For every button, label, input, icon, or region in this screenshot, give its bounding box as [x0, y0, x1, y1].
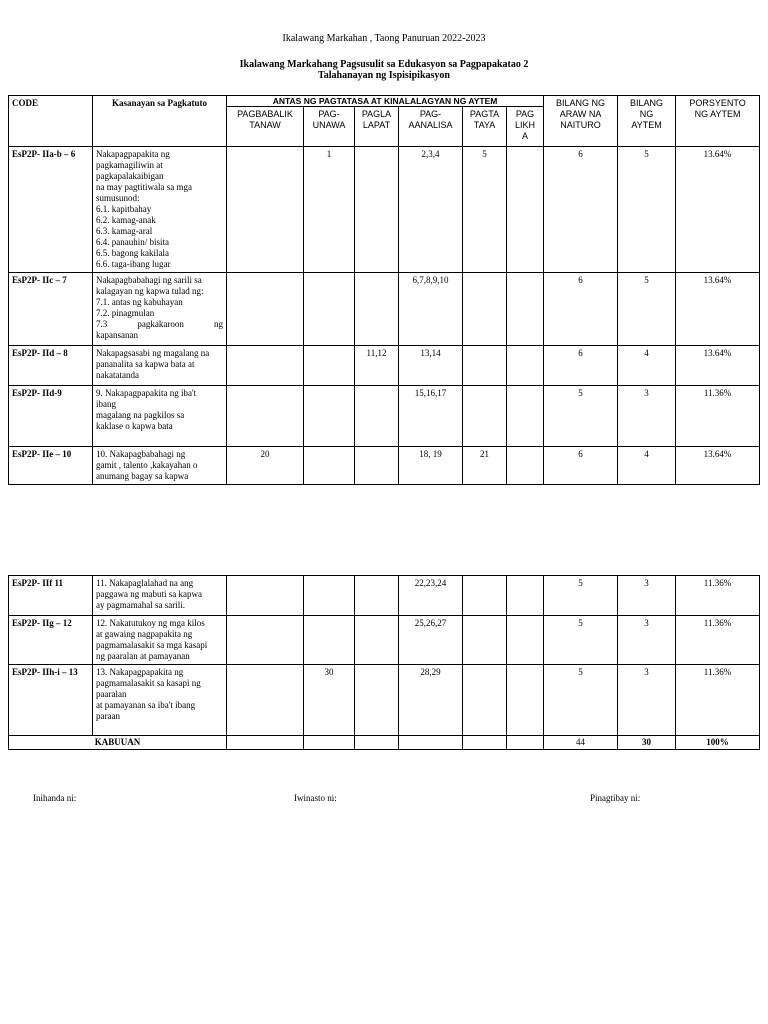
inihanda-label: Inihanda ni: — [33, 793, 77, 803]
specification-table-bottom — [8, 575, 760, 750]
cell-pagtataya: 21 — [463, 447, 507, 485]
cell-paglalapat — [355, 447, 399, 485]
kasanayan-line: ay pagmamahal sa sarili. — [96, 600, 185, 610]
cell-paglikha — [507, 665, 544, 736]
kasanayan-line: Nakapagbabahagi ng sarili sa — [96, 275, 202, 285]
cell-bilang-aytem: 5 — [618, 147, 676, 273]
cell-paglalapat — [355, 273, 399, 346]
cell-paglalapat — [355, 576, 399, 616]
cell-bilang-aytem: 3 — [618, 665, 676, 736]
cell-porsyento: 13.64% — [676, 346, 760, 386]
table-row — [9, 346, 760, 386]
kasanayan-line: pananalita sa kapwa bata at — [96, 359, 195, 369]
col-porsyento: PORSYENTO NG AYTEM — [676, 96, 760, 147]
cell-pagbabalik-tanaw — [227, 147, 304, 273]
cell-pag-aanalisa: 22,23,24 — [399, 576, 463, 616]
cell-porsyento: 13.64% — [676, 147, 760, 273]
kasanayan-line: pagmamalasakit sa mga kasapi — [96, 640, 208, 650]
cell-bilang-aytem: 5 — [618, 273, 676, 346]
row-kasanayan — [93, 386, 227, 447]
row-code: EsP2P- IIg – 12 — [9, 616, 93, 665]
exam-title: Ikalawang Markahang Pagsusulit sa Edukasyon sa Pagpapakatao 2 — [239, 59, 529, 70]
kasanayan-line: Nakapagpapakita ng — [96, 149, 170, 159]
iwinasto-label: Iwinasto ni: — [294, 793, 337, 803]
cell-bilang-aytem: 3 — [618, 616, 676, 665]
cell-pagtataya: 5 — [463, 147, 507, 273]
row-kasanayan — [93, 147, 227, 273]
cell-pag-unawa — [304, 616, 355, 665]
cell-pagtataya — [463, 665, 507, 736]
cell-pagtataya — [463, 616, 507, 665]
cell-paglalapat — [355, 147, 399, 273]
row-kasanayan — [93, 346, 227, 386]
cell-pagbabalik-tanaw: 20 — [227, 447, 304, 485]
row-code: EsP2P- IIe – 10 — [9, 447, 93, 485]
kasanayan-line: kaklase o kapwa bata — [96, 421, 173, 431]
col-paglikha: PAG LIKH A — [507, 107, 544, 147]
row-kasanayan — [93, 665, 227, 736]
cell-pag-aanalisa: 13,14 — [399, 346, 463, 386]
kasanayan-line: nakatatanda — [96, 370, 139, 380]
cell-pag-aanalisa: 28,29 — [399, 665, 463, 736]
cell-bilang-araw: 6 — [544, 447, 618, 485]
total-araw: 44 — [544, 736, 618, 750]
cell-pagbabalik-tanaw — [227, 665, 304, 736]
specification-table-top — [8, 95, 760, 485]
cell-pag-aanalisa: 2,3,4 — [399, 147, 463, 273]
kasanayan-line: 6.6. taga-ibang lugar — [96, 259, 171, 269]
cell-pag-aanalisa: 6,7,8,9,10 — [399, 273, 463, 346]
kasanayan-line: 13. Nakapagpapakita ng — [96, 667, 184, 677]
row-code: EsP2P- IIa-b – 6 — [9, 147, 93, 273]
cell-paglalapat — [355, 665, 399, 736]
cell-pag-unawa — [304, 576, 355, 616]
col-antas: ANTAS NG PAGTATASA AT KINALALAGYAN NG AYTEM — [227, 96, 544, 107]
table-row — [9, 273, 760, 346]
col-pag-aanalisa: PAG- AANALISA — [399, 107, 463, 147]
kasanayan-line: 6.5. bagong kakilala — [96, 248, 169, 258]
table-row — [9, 447, 760, 485]
cell-bilang-aytem: 4 — [618, 346, 676, 386]
total-aytem: 30 — [618, 736, 676, 750]
cell-pag-aanalisa: 18, 19 — [399, 447, 463, 485]
cell-bilang-araw: 6 — [544, 273, 618, 346]
cell-pagbabalik-tanaw — [227, 576, 304, 616]
kasanayan-line: 7.2. pinagmulan — [96, 308, 155, 318]
cell-pag-unawa — [304, 346, 355, 386]
table-row — [9, 576, 760, 616]
kasanayan-line: anumang bagay sa kapwa — [96, 471, 189, 481]
row-code: EsP2P- IIc – 7 — [9, 273, 93, 346]
kasanayan-line: magalang na pagkilos sa — [96, 410, 185, 420]
kasanayan-line: na may pagtitiwala sa mga — [96, 182, 192, 192]
kasanayan-line: paraan — [96, 711, 120, 721]
cell-porsyento: 11.36% — [676, 616, 760, 665]
cell-bilang-aytem: 3 — [618, 386, 676, 447]
cell-pagtataya — [463, 576, 507, 616]
cell-bilang-araw: 5 — [544, 665, 618, 736]
cell-bilang-araw: 5 — [544, 576, 618, 616]
cell-porsyento: 11.36% — [676, 386, 760, 447]
cell-bilang-araw: 6 — [544, 147, 618, 273]
cell-paglikha — [507, 386, 544, 447]
cell-paglikha — [507, 147, 544, 273]
col-code: CODE — [9, 96, 93, 147]
col-paglalapat: PAGLA LAPAT — [355, 107, 399, 147]
kasanayan-line: kapansanan — [96, 330, 138, 340]
table-row — [9, 616, 760, 665]
row-kasanayan — [93, 616, 227, 665]
kasanayan-line: pagmamalasakit sa kasapi ng — [96, 678, 201, 688]
kasanayan-line: ng paaralan at pamayanan — [96, 651, 190, 661]
cell-porsyento: 11.36% — [676, 576, 760, 616]
kasanayan-line: 6.3. kamag-aral — [96, 226, 153, 236]
cell-porsyento: 13.64% — [676, 273, 760, 346]
cell-paglalapat — [355, 616, 399, 665]
cell-pagtataya — [463, 273, 507, 346]
cell-paglikha — [507, 447, 544, 485]
cell-pag-aanalisa: 25,26,27 — [399, 616, 463, 665]
cell-paglalapat — [355, 386, 399, 447]
kasanayan-line: 10. Nakapagbabahagi ng — [96, 449, 186, 459]
cell-bilang-araw: 5 — [544, 386, 618, 447]
kasanayan-line: 6.4. panauhin/ bisita — [96, 237, 169, 247]
total-porsyento: 100% — [676, 736, 760, 750]
cell-paglikha — [507, 346, 544, 386]
cell-paglikha — [507, 616, 544, 665]
kasanayan-line: paggawa ng mabuti sa kapwa — [96, 589, 202, 599]
table-row — [9, 386, 760, 447]
kasanayan-line: 7.1. antas ng kabuhayan — [96, 297, 183, 307]
cell-pagbabalik-tanaw — [227, 386, 304, 447]
row-code: EsP2P- IId-9 — [9, 386, 93, 447]
col-pagbabalik-tanaw: PAGBABALIK TANAW — [227, 107, 304, 147]
kasanayan-line: at pamayanan sa iba't ibang — [96, 700, 196, 710]
cell-pag-unawa: 1 — [304, 147, 355, 273]
kasanayan-line: paaralan — [96, 689, 127, 699]
cell-pagbabalik-tanaw — [227, 346, 304, 386]
cell-paglalapat: 11,12 — [355, 346, 399, 386]
cell-porsyento: 11.36% — [676, 665, 760, 736]
cell-pagtataya — [463, 386, 507, 447]
kasanayan-line: pagkapalakaibigan — [96, 171, 164, 181]
table-row — [9, 665, 760, 736]
kasanayan-line: 6.1. kapitbahay — [96, 204, 152, 214]
col-bilang-araw: BILANG NG ARAW NA NAITURO — [544, 96, 618, 147]
kasanayan-line: Nakapagsasabi ng magalang na — [96, 348, 210, 358]
cell-porsyento: 13.64% — [676, 447, 760, 485]
row-kasanayan — [93, 447, 227, 485]
cell-pag-unawa — [304, 447, 355, 485]
kasanayan-line: pagkamagiliwin at — [96, 160, 163, 170]
kasanayan-line: 11. Nakapaglalahad na ang — [96, 578, 194, 588]
kasanayan-line: gamit , talento ,kakayahan o — [96, 460, 198, 470]
kasanayan-line: 6.2. kamag-anak — [96, 215, 156, 225]
kasanayan-line: at gawaing nagpapakita ng — [96, 629, 193, 639]
col-kasanayan: Kasanayan sa Pagkatuto — [93, 96, 227, 147]
cell-pag-unawa — [304, 273, 355, 346]
cell-pag-aanalisa: 15,16,17 — [399, 386, 463, 447]
row-kasanayan — [93, 576, 227, 616]
cell-pag-unawa: 30 — [304, 665, 355, 736]
total-row — [9, 736, 760, 750]
kasanayan-line: 7.3 pagkakaroon ng — [96, 319, 223, 329]
cell-pag-unawa — [304, 386, 355, 447]
kasanayan-line: sumusunod: — [96, 193, 140, 203]
col-bilang-aytem: BILANG NG AYTEM — [618, 96, 676, 147]
cell-pagbabalik-tanaw — [227, 616, 304, 665]
table-subtitle: Talahanayan ng Ispisipikasyon — [318, 70, 450, 81]
kasanayan-line: kalagayan ng kapwa tulad ng: — [96, 286, 204, 296]
cell-pagbabalik-tanaw — [227, 273, 304, 346]
kasanayan-line: ibang — [96, 399, 116, 409]
kasanayan-line: 9. Nakapagpapakita ng iba't — [96, 388, 197, 398]
row-kasanayan — [93, 273, 227, 346]
cell-paglikha — [507, 273, 544, 346]
row-code: EsP2P- IId – 8 — [9, 346, 93, 386]
quarter-heading: Ikalawang Markahan , Taong Panuruan 2022-2023 — [282, 33, 486, 44]
col-pag-unawa: PAG- UNAWA — [304, 107, 355, 147]
total-label: KABUUAN — [9, 736, 227, 750]
table-row — [9, 147, 760, 273]
col-pagtataya: PAGTA TAYA — [463, 107, 507, 147]
pinagtibay-label: Pinagtibay ni: — [590, 793, 641, 803]
cell-bilang-araw: 5 — [544, 616, 618, 665]
cell-bilang-aytem: 3 — [618, 576, 676, 616]
cell-bilang-araw: 6 — [544, 346, 618, 386]
cell-paglikha — [507, 576, 544, 616]
cell-pagtataya — [463, 346, 507, 386]
cell-bilang-aytem: 4 — [618, 447, 676, 485]
row-code: EsP2P- IIh-i – 13 — [9, 665, 93, 736]
row-code: EsP2P- IIf 11 — [9, 576, 93, 616]
kasanayan-line: 12. Nakatutukoy ng mga kilos — [96, 618, 205, 628]
